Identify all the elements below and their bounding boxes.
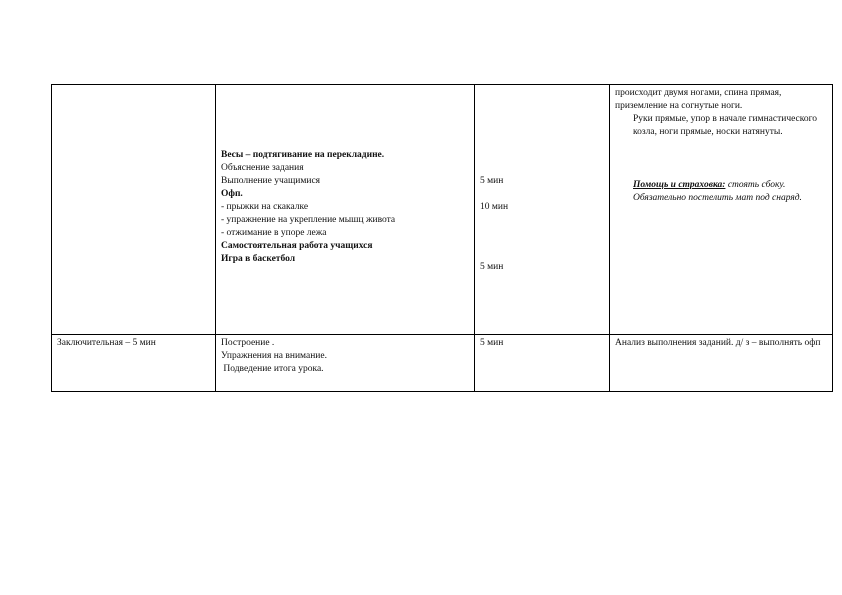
content-line: Подведение итога урока.: [221, 364, 324, 374]
ofp-label: Офп.: [221, 189, 243, 199]
independent-work-line: Самостоятельная работа учащихся: [221, 241, 373, 251]
time-value: 5 мин: [480, 176, 504, 186]
game-line: Игра в баскетбол: [221, 254, 296, 264]
time-cell: [475, 85, 610, 335]
exercise-heading: Весы – подтягивание на перекладине.: [221, 150, 385, 160]
lesson-plan-table: [51, 84, 833, 392]
content-cell: [216, 85, 475, 335]
spacer: [480, 188, 604, 201]
table-row: [52, 85, 833, 335]
stage-cell: Заключительная – 5 мин: [52, 335, 216, 392]
help-label: Помощь и страховка:: [633, 180, 726, 190]
time-cell: 5 мин: [475, 335, 610, 392]
stage-cell: [52, 85, 216, 335]
spacer: [221, 87, 469, 149]
notes-line: происходит двумя ногами, спина прямая, приземление на согнутые ноги.: [615, 88, 782, 111]
content-line: Упражнения на внимание.: [221, 351, 327, 361]
notes-line: Анализ выполнения заданий. д/ з – выполнять офп: [615, 338, 821, 348]
notes-cell: [610, 85, 833, 335]
ofp-item: - отжимание в упоре лежа: [221, 228, 327, 238]
content-line: Построение .: [221, 338, 275, 348]
help-text: стоять сбоку. Обязательно постелить мат под снаряд.: [633, 180, 802, 203]
spacer: [480, 214, 604, 261]
notes-cell: [610, 335, 833, 392]
explain-line: Объяснение задания: [221, 163, 304, 173]
notes-line: Руки прямые, упор в начале гимнастического козла, ноги прямые, носки натянуты.: [633, 114, 818, 137]
spacer: [615, 139, 827, 179]
ofp-item: - прыжки на скакалке: [221, 202, 309, 212]
help-note: [615, 179, 827, 205]
content-cell: [216, 335, 475, 392]
time-value: 10 мин: [480, 202, 509, 212]
perform-line: Выполнение учащимися: [221, 176, 321, 186]
time-value: 5 мин: [480, 262, 504, 272]
ofp-item: - упражнение на укрепление мышц живота: [221, 215, 396, 225]
table-row: [52, 335, 833, 392]
spacer: [480, 87, 604, 175]
